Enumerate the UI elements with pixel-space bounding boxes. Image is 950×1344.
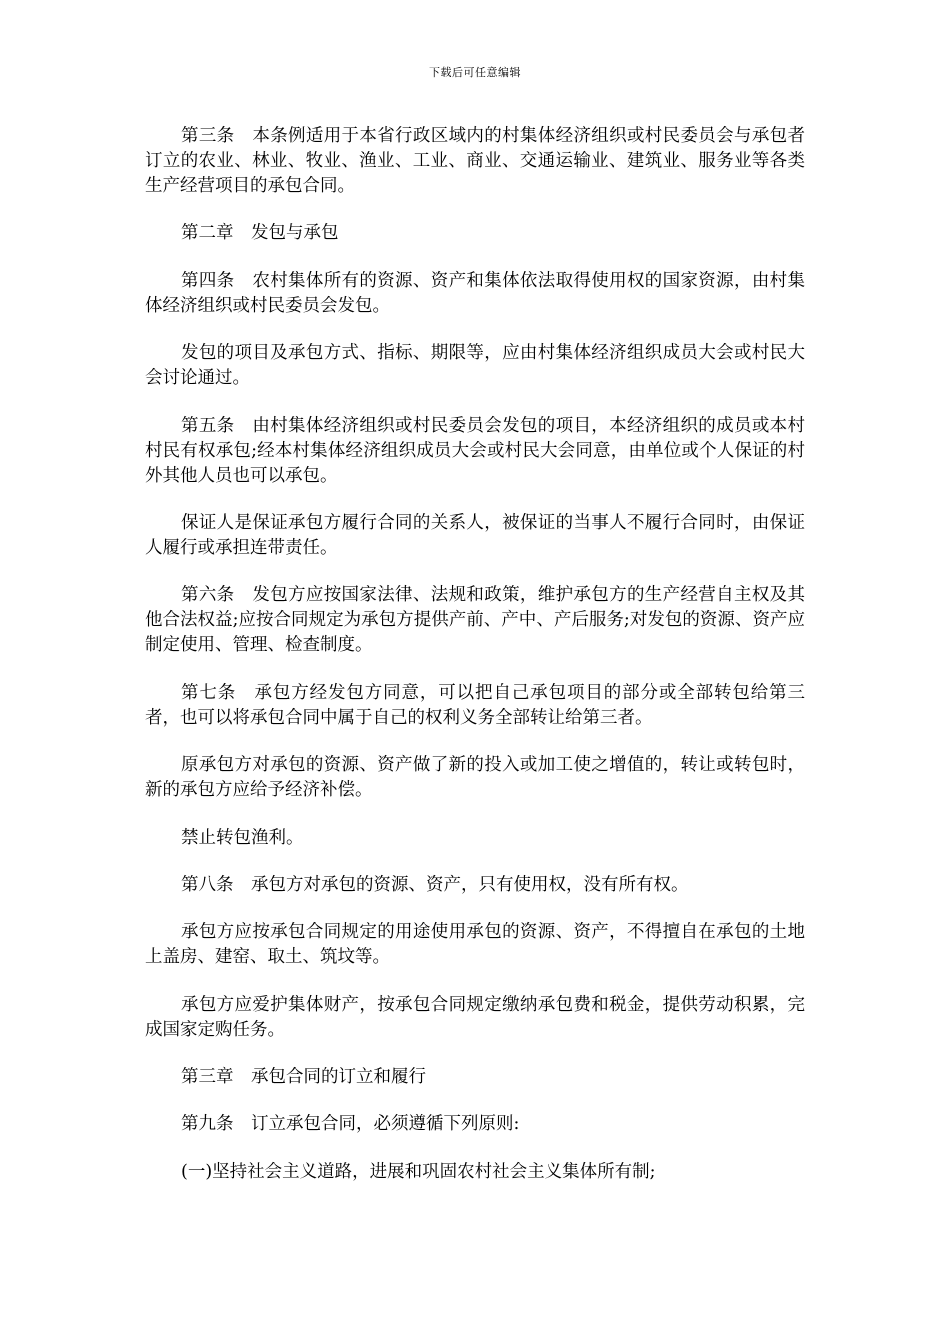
article-5-paragraph: 第五条 由村集体经济组织或村民委员会发包的项目，本经济组织的成员或本村村民有权承包;经本村集体经济组织成员大会或村民大会同意，由单位或个人保证的村外其他人员也可以承包。 — [145, 415, 805, 486]
chapter-2-heading: 第二章 发包与承包 — [181, 223, 339, 244]
article-8-continuation-paragraph: 承包方应按承包合同规定的用途使用承包的资源、资产，不得擅自在承包的土地上盖房、建窑、取土、筑坟等。 — [145, 922, 805, 968]
chapter-3-heading: 第三章 承包合同的订立和履行 — [181, 1067, 426, 1088]
article-8-paragraph: 第八条 承包方对承包的资源、资产，只有使用权，没有所有权。 — [181, 874, 689, 895]
document-body — [145, 124, 805, 1207]
article-7-prohibition-paragraph: 禁止转包渔利。 — [181, 827, 304, 848]
article-4-paragraph: 第四条 农村集体所有的资源、资产和集体依法取得使用权的国家资源，由村集体经济组织或村民委员会发包。 — [145, 270, 805, 316]
article-9-item-1-paragraph: (一)坚持社会主义道路，进展和巩固农村社会主义集体所有制; — [181, 1161, 656, 1182]
article-4-continuation-paragraph: 发包的项目及承包方式、指标、期限等，应由村集体经济组织成员大会或村民大会讨论通过。 — [145, 343, 805, 389]
article-6-paragraph: 第六条 发包方应按国家法律、法规和政策，维护承包方的生产经营自主权及其他合法权益;应按合同规定为承包方提供产前、产中、产后服务;对发包的资源、资产应制定使用、管理、检查制度。 — [145, 585, 805, 656]
article-7-continuation-paragraph: 原承包方对承包的资源、资产做了新的投入或加工使之增值的，转让或转包时，新的承包方应给予经济补偿。 — [145, 755, 805, 801]
article-7-paragraph: 第七条 承包方经发包方同意，可以把自己承包项目的部分或全部转包给第三者，也可以将承包合同中属于自己的权利义务全部转让给第三者。 — [145, 682, 805, 728]
article-9-paragraph: 第九条 订立承包合同，必须遵循下列原则: — [181, 1114, 520, 1135]
article-3-paragraph: 第三条 本条例适用于本省行政区域内的村集体经济组织或村民委员会与承包者订立的农业、林业、牧业、渔业、工业、商业、交通运输业、建筑业、服务业等各类生产经营项目的承包合同。 — [145, 126, 805, 196]
page-header-note: 下载后可任意编辑 — [429, 66, 521, 79]
article-5-continuation-paragraph: 保证人是保证承包方履行合同的关系人，被保证的当事人不履行合同时，由保证人履行或承担连带责任。 — [145, 512, 805, 558]
article-8-duties-paragraph: 承包方应爱护集体财产，按承包合同规定缴纳承包费和税金，提供劳动积累，完成国家定购任务。 — [145, 994, 805, 1040]
